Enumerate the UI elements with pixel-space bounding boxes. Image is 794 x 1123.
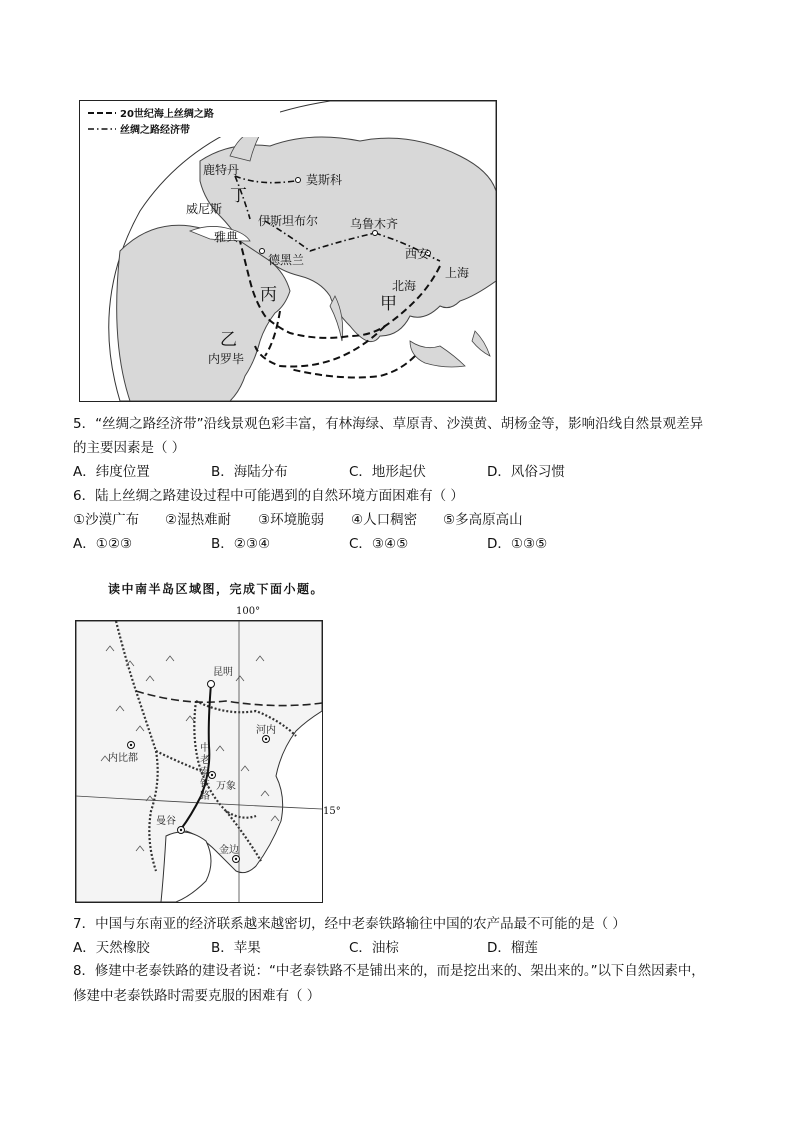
label-vientiane: 万象 xyxy=(216,781,236,792)
q5-option-a[interactable]: A．纬度位置 xyxy=(73,464,150,480)
label-phnompenh: 金边 xyxy=(219,845,239,856)
q7-option-d[interactable]: D．榴莲 xyxy=(487,940,538,956)
label-railway-1: 中 xyxy=(200,743,210,754)
legend-maritime-label: 20世纪海上丝绸之路 xyxy=(120,109,214,120)
label-bangkok: 曼谷 xyxy=(156,816,176,827)
q5-option-d[interactable]: D．风俗习惯 xyxy=(487,464,565,480)
lon-label: 100° xyxy=(236,606,261,617)
label-railway-4: 铁 xyxy=(200,779,210,790)
q6-option-a[interactable]: A．①②③ xyxy=(73,536,133,552)
label-ding: 丁 xyxy=(230,186,247,206)
label-railway-2: 老 xyxy=(200,755,210,766)
q7-option-c[interactable]: C．油棕 xyxy=(349,940,399,956)
q6-stem: 6．陆上丝绸之路建设过程中可能遇到的自然环境方面困难有（ ） xyxy=(73,488,464,504)
label-nairobi: 内罗毕 xyxy=(208,352,245,366)
label-railway-5: 路 xyxy=(200,791,210,802)
label-kunming: 昆明 xyxy=(213,667,233,678)
label-bing: 丙 xyxy=(260,285,277,305)
q7-option-a[interactable]: A．天然橡胶 xyxy=(73,940,150,956)
q5-option-c[interactable]: C．地形起伏 xyxy=(349,464,426,480)
q5-stem-line2: 的主要因素是（ ） xyxy=(73,440,186,456)
label-istanbul: 伊斯坦布尔 xyxy=(258,214,319,228)
indochina-map-svg xyxy=(76,621,322,902)
indochina-map xyxy=(75,620,323,903)
label-rotterdam: 鹿特丹 xyxy=(203,163,240,177)
label-yi: 乙 xyxy=(220,330,237,350)
q6-item-4: ④人口稠密 xyxy=(351,512,418,528)
section-intro: 读中南半岛区域图，完成下面小题。 xyxy=(108,582,325,596)
label-naypyidaw: 内比都 xyxy=(108,753,138,764)
q7-option-b[interactable]: B．苹果 xyxy=(211,940,261,956)
lat-label: 15° xyxy=(323,806,341,817)
q6-item-2: ②湿热难耐 xyxy=(165,512,232,528)
q6-option-b[interactable]: B．②③④ xyxy=(211,536,271,552)
tehran-point xyxy=(260,249,265,254)
q6-option-c[interactable]: C．③④⑤ xyxy=(349,536,409,552)
label-shanghai: 上海 xyxy=(445,266,470,280)
q8-stem-line2: 修建中老泰铁路时需要克服的困难有（ ） xyxy=(73,988,321,1004)
label-moscow: 莫斯科 xyxy=(306,173,343,187)
q6-option-d[interactable]: D．①③⑤ xyxy=(487,536,548,552)
kunming-point xyxy=(208,681,215,688)
urumqi-point xyxy=(373,231,378,236)
q5-stem-line1: 5．“丝绸之路经济带”沿线景观色彩丰富，有林海绿、草原青、沙漠黄、胡杨金等，影响沿线自然景观差异 xyxy=(73,416,704,432)
q7-stem: 7．中国与东南亚的经济联系越来越密切，经中老泰铁路输往中国的农产品最不可能的是（ ） xyxy=(73,916,626,932)
silk-road-map xyxy=(79,100,497,402)
label-athens: 雅典 xyxy=(214,230,239,244)
legend-belt-label: 丝绸之路经济带 xyxy=(120,125,190,136)
q6-item-3: ③环境脆弱 xyxy=(258,512,325,528)
label-xian: 西安 xyxy=(405,247,430,261)
q5-option-b[interactable]: B．海陆分布 xyxy=(211,464,288,480)
silk-road-map-svg xyxy=(80,101,496,401)
label-hanoi: 河内 xyxy=(256,725,276,736)
label-beihai: 北海 xyxy=(392,279,417,293)
q6-item-5: ⑤多高原高山 xyxy=(443,512,523,528)
label-urumqi: 乌鲁木齐 xyxy=(350,217,399,231)
label-tehran: 德黑兰 xyxy=(268,253,305,267)
label-jia: 甲 xyxy=(380,294,397,314)
q6-item-1: ①沙漠广布 xyxy=(73,512,140,528)
q8-stem-line1: 8．修建中老泰铁路的建设者说：“中老泰铁路不是铺出来的，而是挖出来的、架出来的。”以下自然因素中， xyxy=(73,964,705,979)
moscow-point xyxy=(296,178,301,183)
label-railway-3: 泰 xyxy=(200,767,210,778)
label-venice: 威尼斯 xyxy=(186,202,223,216)
